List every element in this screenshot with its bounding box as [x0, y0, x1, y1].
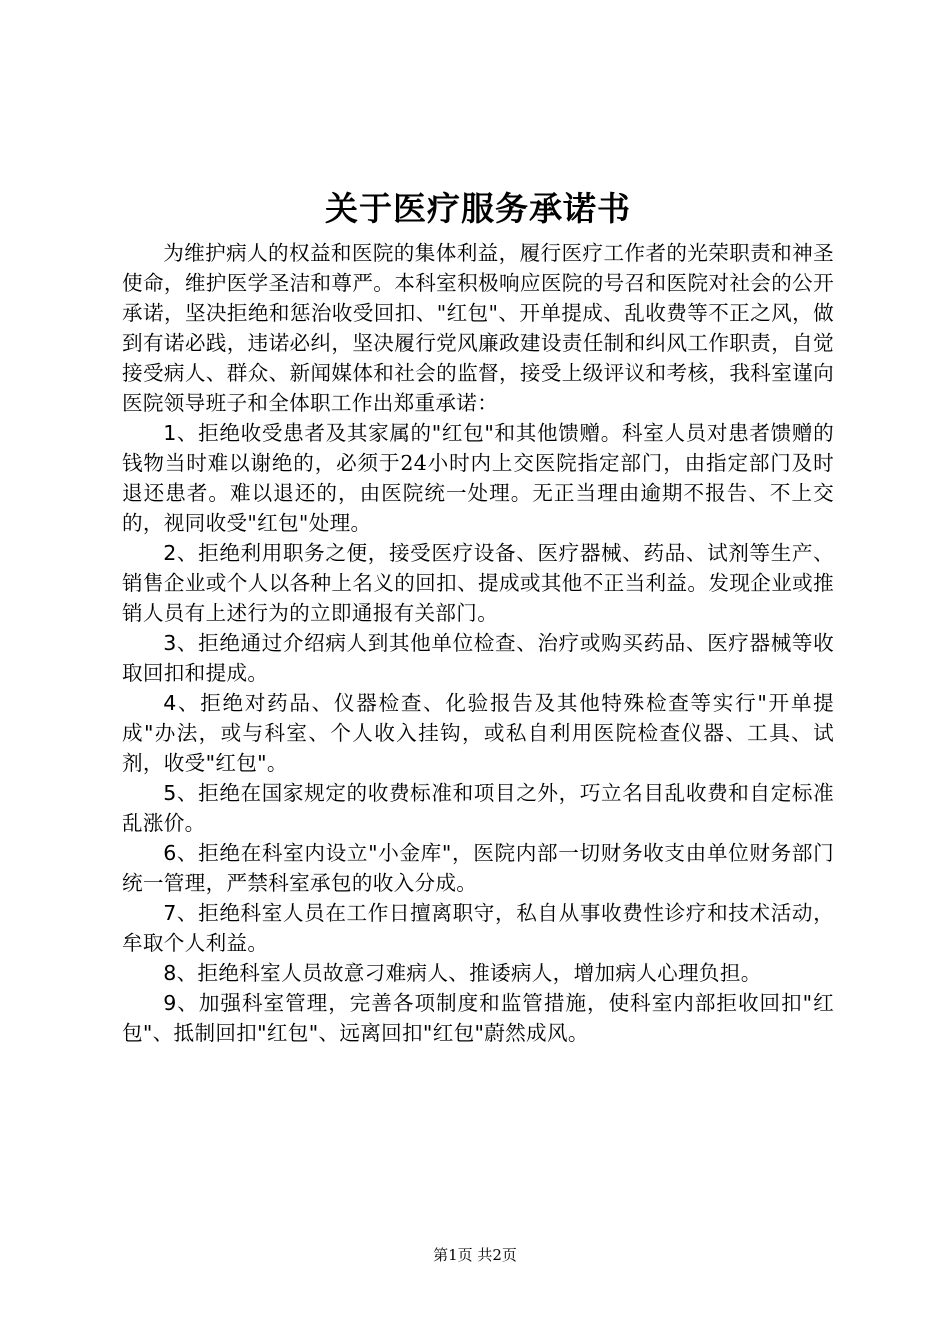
page-number-footer: 第1页 共2页 [433, 1246, 517, 1264]
commitment-item-detail: 科室人员对患者馈赠的钱物当时难以谢绝的，必须于24小时内上交医院指定部门，由指定部门及时退还患者。难以退还的，由医院统一处理。无正当理由逾期不报告、不上交的，视同收受"红包"处理。 [122, 421, 834, 535]
commitment-item-6 [122, 838, 834, 898]
commitment-item-lead: 5、拒绝在国家规定的收费标准和项目之外，巧立名目乱收费和自定标准乱涨价。 [122, 781, 834, 835]
commitment-item-lead: 1、拒绝收受患者及其家属的"红包"和其他馈赠。 [163, 421, 622, 445]
intro-paragraph: 为维护病人的权益和医院的集体利益，履行医疗工作者的光荣职责和神圣使命，维护医学圣洁和尊严。本科室积极响应医院的号召和医院对社会的公开承诺，坚决拒绝和惩治收受回扣、"红包"、开单提成、乱收费等不正之风，做到有诺必践，违诺必纠，坚决履行党风廉政建设责任制和纠风工作职责，自觉接受病人、群众、新闻媒体和社会的监督，接受上级评议和考核，我科室谨向医院领导班子和全体职工作出郑重承诺： [122, 241, 834, 415]
commitment-item-lead: 4、拒绝对药品、仪器检查、化验报告及其他特殊检查等实行"开单提成"办法，或与科室、个人收入挂钩，或私自利用医院检查仪器、工具、试剂，收受"红包"。 [122, 691, 834, 775]
commitment-item-9 [122, 988, 834, 1048]
commitment-item-2 [122, 538, 834, 628]
document-body [122, 186, 834, 1048]
commitment-item-detail: 发现企业或推销人员有上述行为的立即通报有关部门。 [122, 571, 834, 625]
commitment-item-4 [122, 688, 834, 778]
commitment-item-1 [122, 418, 834, 538]
commitment-item-5 [122, 778, 834, 838]
commitment-item-8 [122, 958, 834, 988]
commitment-item-lead: 3、拒绝通过介绍病人到其他单位检查、治疗或购买药品、医疗器械等收取回扣和提成。 [122, 631, 834, 685]
document-title: 关于医疗服务承诺书 [325, 189, 631, 228]
commitment-item-7 [122, 898, 834, 958]
commitment-item-lead: 9、加强科室管理，完善各项制度和监管措施，使科室内部拒收回扣"红包"、抵制回扣"红包"、远离回扣"红包"蔚然成风。 [122, 991, 834, 1045]
commitment-item-lead: 6、拒绝在科室内设立"小金库"，医院内部一切财务收支由单位财务部门统一管理，严禁科室承包的收入分成。 [122, 841, 834, 895]
commitment-item-lead: 2、拒绝利用职务之便，接受医疗设备、医疗器械、药品、试剂等生产、销售企业或个人以各种上名义的回扣、提成或其他不正当利益。 [122, 541, 834, 595]
commitment-item-lead: 7、拒绝科室人员在工作日擅离职守，私自从事收费性诊疗和技术活动，牟取个人利益。 [122, 901, 834, 955]
commitment-item-3 [122, 628, 834, 688]
commitment-item-lead: 8、拒绝科室人员故意刁难病人、推诿病人，增加病人心理负担。 [163, 961, 762, 985]
